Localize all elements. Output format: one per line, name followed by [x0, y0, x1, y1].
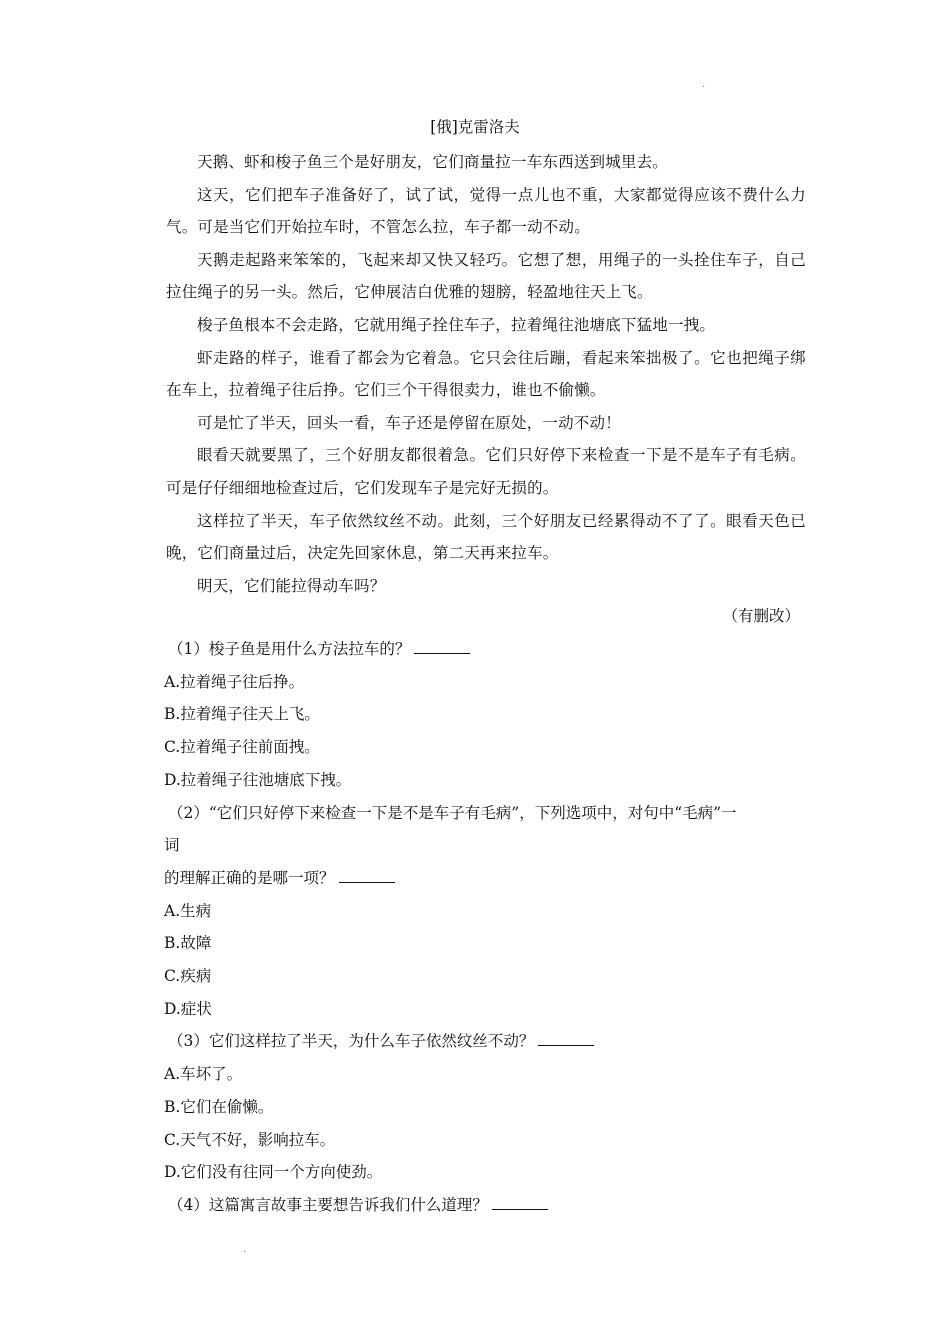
- question-1-option-d: D.拉着绳子往池塘底下拽。: [164, 770, 352, 789]
- question-2-option-b: B.故障: [164, 934, 212, 953]
- question-3-option-c: C.天气不好，影响拉车。: [164, 1130, 336, 1149]
- question-1-stem: [164, 633, 814, 666]
- question-1-text: （1）梭子鱼是用什么方法拉车的？: [168, 640, 411, 658]
- page-mark-top: .: [702, 79, 706, 90]
- story-text: [166, 146, 806, 602]
- story-paragraph: 天鹅走起路来笨笨的，飞起来却又快又轻巧。它想了想，用绳子的一头拴住车子，自己拉住绳子的另一头。然后，它伸展洁白优雅的翅膀，轻盈地往天上飞。: [166, 250, 806, 302]
- story-paragraph: 虾走路的样子，谁看了都会为它着急。它只会往后蹦，看起来笨拙极了。它也把绳子绑在车上，拉着绳子往后挣。它们三个干得很卖力，谁也不偷懒。: [166, 348, 806, 400]
- question-2-stem-line2: 词: [164, 836, 180, 855]
- question-2-option-a: A.生病: [164, 901, 212, 920]
- page-mark-bottom: .: [243, 1244, 247, 1255]
- question-4-text: （4）这篇寓言故事主要想告诉我们什么道理？: [168, 1195, 488, 1214]
- question-3-text: （3）它们这样拉了半天，为什么车子依然纹丝不动？: [168, 1032, 535, 1051]
- question-2-stem-line3: [164, 862, 814, 895]
- question-2-text: 的理解正确的是哪一项？: [164, 868, 335, 887]
- answer-blank-3[interactable]: [538, 1031, 594, 1046]
- story-paragraph: 眼看天就要黑了，三个好朋友都很着急。它们只好停下来检查一下是不是车子有毛病。可是仔仔细细地检查过后，它们发现车子是完好无损的。: [166, 446, 806, 497]
- questions-section: [164, 633, 814, 1222]
- story-paragraph: 明天，它们能拉得动车吗？: [197, 576, 386, 595]
- question-2-option-c: C.疾病: [164, 967, 212, 986]
- question-1-option-a: A.拉着绳子往后挣。: [164, 672, 305, 691]
- answer-blank-2[interactable]: [339, 868, 395, 883]
- author-line: [俄]克雷洛夫: [430, 118, 520, 136]
- question-3-option-d: D.它们没有往同一个方向使劲。: [164, 1163, 383, 1182]
- question-3-option-b: B.它们在偷懒。: [164, 1097, 274, 1116]
- story-paragraph: 这样拉了半天，车子依然纹丝不动。此刻，三个好朋友已经累得动不了了。眼看天色已晚，它们商量过后，决定先回家休息，第二天再来拉车。: [166, 511, 806, 563]
- story-paragraph: 天鹅、虾和梭子鱼三个是好朋友，它们商量拉一车东西送到城里去。: [197, 153, 669, 171]
- answer-blank-1[interactable]: [414, 639, 470, 654]
- question-3-stem: [164, 1025, 814, 1058]
- question-3-option-a: A.车坏了。: [164, 1065, 243, 1084]
- story-paragraph: 可是忙了半天，回头一看，车子还是停留在原处，一动不动！: [197, 413, 621, 432]
- question-1-option-c: C.拉着绳子往前面拽。: [164, 738, 320, 757]
- source-note: （有删改）: [722, 607, 800, 625]
- answer-blank-4[interactable]: [492, 1195, 548, 1210]
- question-2-option-d: D.症状: [164, 999, 212, 1018]
- question-2-stem-line1: （2）“它们只好停下来检查一下是不是车子有毛病”，下列选项中，对句中“毛病”一: [168, 803, 737, 822]
- story-paragraph: 这天，它们把车子准备好了，试了试，觉得一点儿也不重，大家都觉得应该不费什么力气。可是当它们开始拉车时，不管怎么拉，车子都一动不动。: [166, 185, 806, 237]
- question-1-option-b: B.拉着绳子往天上飞。: [164, 705, 320, 724]
- question-4-stem: [164, 1189, 814, 1222]
- story-paragraph: 梭子鱼根本不会走路，它就用绳子拴住车子，拉着绳往池塘底下猛地一拽。: [197, 315, 716, 334]
